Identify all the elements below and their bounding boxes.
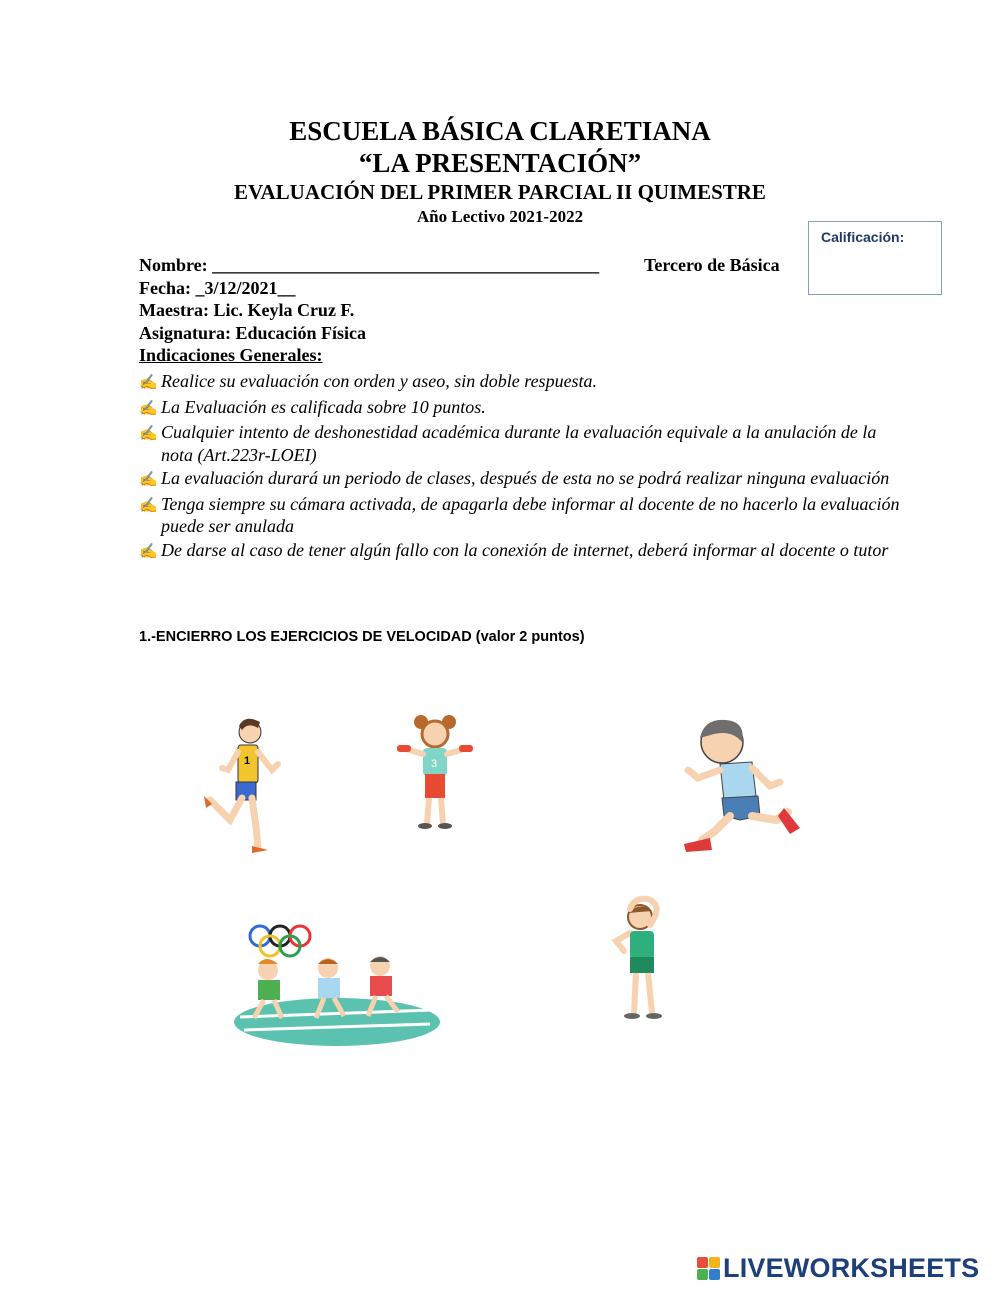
name-line: Nombre: ___________________________________________ <box>139 255 600 275</box>
pencil-icon: ✍ <box>139 543 158 560</box>
logo-mark-icon <box>697 1257 720 1280</box>
rule-item: ✍ Cualquier intento de deshonestidad académica durante la evaluación equivale a la anulación de la nota (Art.223r-LOEI) <box>139 422 877 465</box>
runner-athlete-image[interactable] <box>200 712 285 857</box>
grade-label: Calificación: <box>821 229 905 245</box>
instructions-title: Indicaciones Generales: <box>139 345 323 365</box>
teacher-line: Maestra: Lic. Keyla Cruz F. <box>139 300 355 320</box>
girl-dumbbells-image[interactable] <box>395 712 475 832</box>
girl-stretching-image[interactable] <box>600 895 690 1025</box>
school-title: ESCUELA BÁSICA CLARETIANA <box>289 116 711 146</box>
school-name: “LA PRESENTACIÓN” <box>358 148 642 178</box>
boy-running-image[interactable] <box>680 716 805 856</box>
logo-square <box>709 1269 720 1280</box>
rule-item: ✍ Realice su evaluación con orden y aseo, sin doble respuesta. <box>139 370 909 395</box>
logo-square <box>697 1257 708 1268</box>
pencil-icon: ✍ <box>139 375 158 391</box>
date-line: Fecha: _3/12/2021__ <box>139 277 296 298</box>
document-header <box>0 115 1000 228</box>
rule-item: ✍ De darse al caso de tener algún fallo con la conexión de internet, deberá informar al docente o tutor <box>139 539 909 564</box>
logo-text: LIVEWORKSHEETS <box>723 1253 980 1283</box>
student-info <box>139 254 839 367</box>
school-year: Año Lectivo 2021-2022 <box>416 207 584 226</box>
pencil-icon: ✍ <box>139 400 158 417</box>
question-1: 1.-ENCIERRO LOS EJERCICIOS DE VELOCIDAD (valor 2 puntos) <box>139 629 585 645</box>
pencil-icon: ✍ <box>139 426 158 442</box>
subject-line: Asignatura: Educación Física <box>139 322 367 343</box>
pencil-icon: ✍ <box>139 472 158 488</box>
grade-level: Tercero de Básica <box>644 255 780 275</box>
pencil-icon: ✍ <box>139 497 158 514</box>
rule-item: ✍ Tenga siempre su cámara activada, de apagarla debe informar al docente de no hacerlo la evaluación puede ser anulada <box>139 493 900 536</box>
kids-olympic-race-image[interactable] <box>232 922 442 1047</box>
svg-text:1: 1 <box>244 755 251 767</box>
logo-square <box>709 1257 720 1268</box>
exam-title: EVALUACIÓN DEL PRIMER PARCIAL II QUIMESTRE <box>234 180 766 204</box>
svg-text:3: 3 <box>431 758 438 770</box>
rule-item: ✍ La Evaluación es calificada sobre 10 puntos. <box>139 396 909 421</box>
rule-item: ✍ La evaluación durará un periodo de clases, después de esta no se podrá realizar ninguna evaluación <box>139 467 909 492</box>
logo-square <box>697 1269 708 1280</box>
liveworksheets-logo <box>697 1253 979 1284</box>
rules-list <box>139 370 909 564</box>
